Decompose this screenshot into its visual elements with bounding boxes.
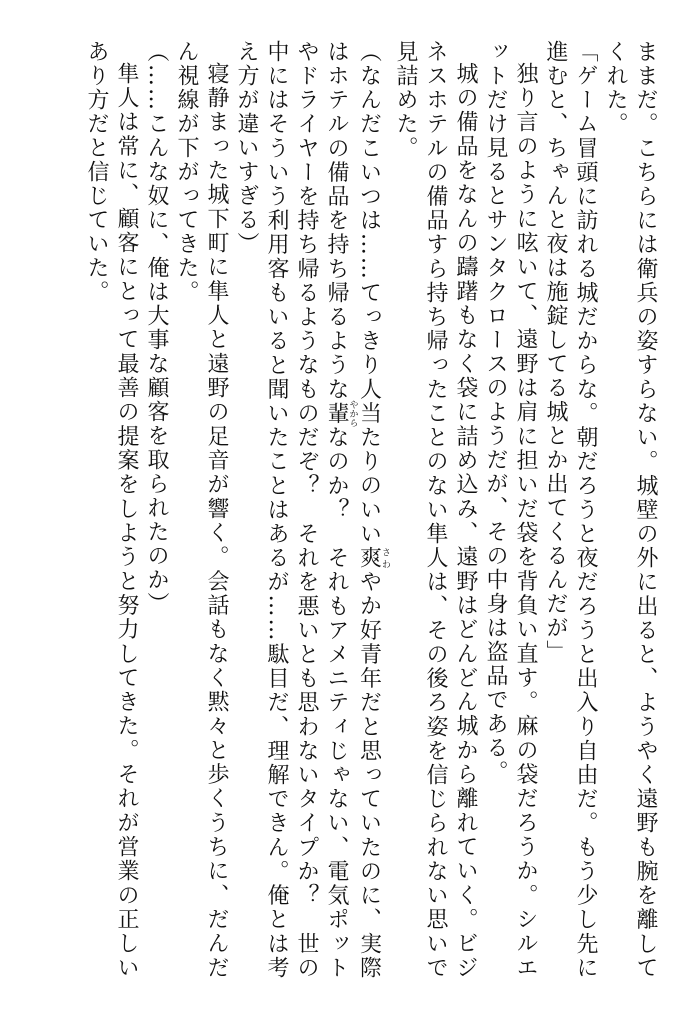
vertical-text-body bbox=[20, 40, 660, 980]
text-run: 隼人は常に、顧客にとって最善の提案をしようと努力してきた。それが営業の正しいあり方だと信じていた。 bbox=[84, 40, 139, 980]
paragraph-6 bbox=[171, 40, 231, 980]
text-run: やか好青年だと思っていたのに、実際はホテルの備品を持ち帰るような bbox=[324, 40, 382, 980]
paragraph-5-monologue bbox=[231, 40, 390, 980]
paragraph-7-monologue bbox=[141, 40, 171, 980]
text-run: 「ゲーム冒頭に訪れる城だからな。朝だろうと夜だろうと出入り自由だ。もう少し先に進むと、ちゃんと夜は施錠してる城とか出てくるんだが」 bbox=[543, 40, 598, 980]
text-run: 城の備品をなんの躊躇もなく袋に詰め込み、遠野はどんどん城から離れていく。ビジネスホテルの備品すら持ち帰ったことのない隼人は、その後ろ姿を信じられない思いで見詰めた。 bbox=[393, 40, 478, 980]
ruby-reading: さわ bbox=[380, 546, 390, 571]
ruby-yakara bbox=[324, 400, 358, 428]
text-run: ままだ。こちらには衛兵の姿すらない。城壁の外に出ると、ようやく遠野も腕を離してくれた。 bbox=[603, 40, 658, 980]
paragraph-3 bbox=[480, 40, 540, 980]
paragraph-4 bbox=[390, 40, 480, 980]
text-run: 寝静まった城下町に隼人と遠野の足音が響く。会話もなく黙々と歩くうちに、だんだん視線が下がってきた。 bbox=[174, 40, 229, 980]
ruby-reading: やから bbox=[347, 400, 358, 428]
paragraph-8 bbox=[81, 40, 141, 980]
text-run: 独り言のように呟いて、遠野は肩に担いだ袋を背負い直す。麻の袋だろうか。シルエットだけ見るとサンタクロースのようだが、その中身は盗品である。 bbox=[483, 40, 538, 980]
paragraph-2-dialogue bbox=[540, 40, 600, 980]
ruby-base: 爽 bbox=[356, 546, 382, 571]
text-run: （なんだこいつは……てっきり人当たりのいい bbox=[356, 40, 382, 547]
ruby-sawa bbox=[356, 546, 390, 571]
ruby-base: 輩 bbox=[324, 400, 349, 428]
paragraph-1 bbox=[600, 40, 660, 980]
text-run: なのか？ それもアメニティじゃない、電気ポットやドライヤーを持ち帰るようなものだぞ？ それを悪いとも思わないタイプか？ 世の中にはそういう利用客もいると聞いたことはあるが……駄目だ、理解できん。俺とは考え方が違いすぎる） bbox=[234, 40, 349, 980]
text-run: （……こんな奴に、俺は大事な顧客を取られたのか） bbox=[144, 40, 169, 616]
